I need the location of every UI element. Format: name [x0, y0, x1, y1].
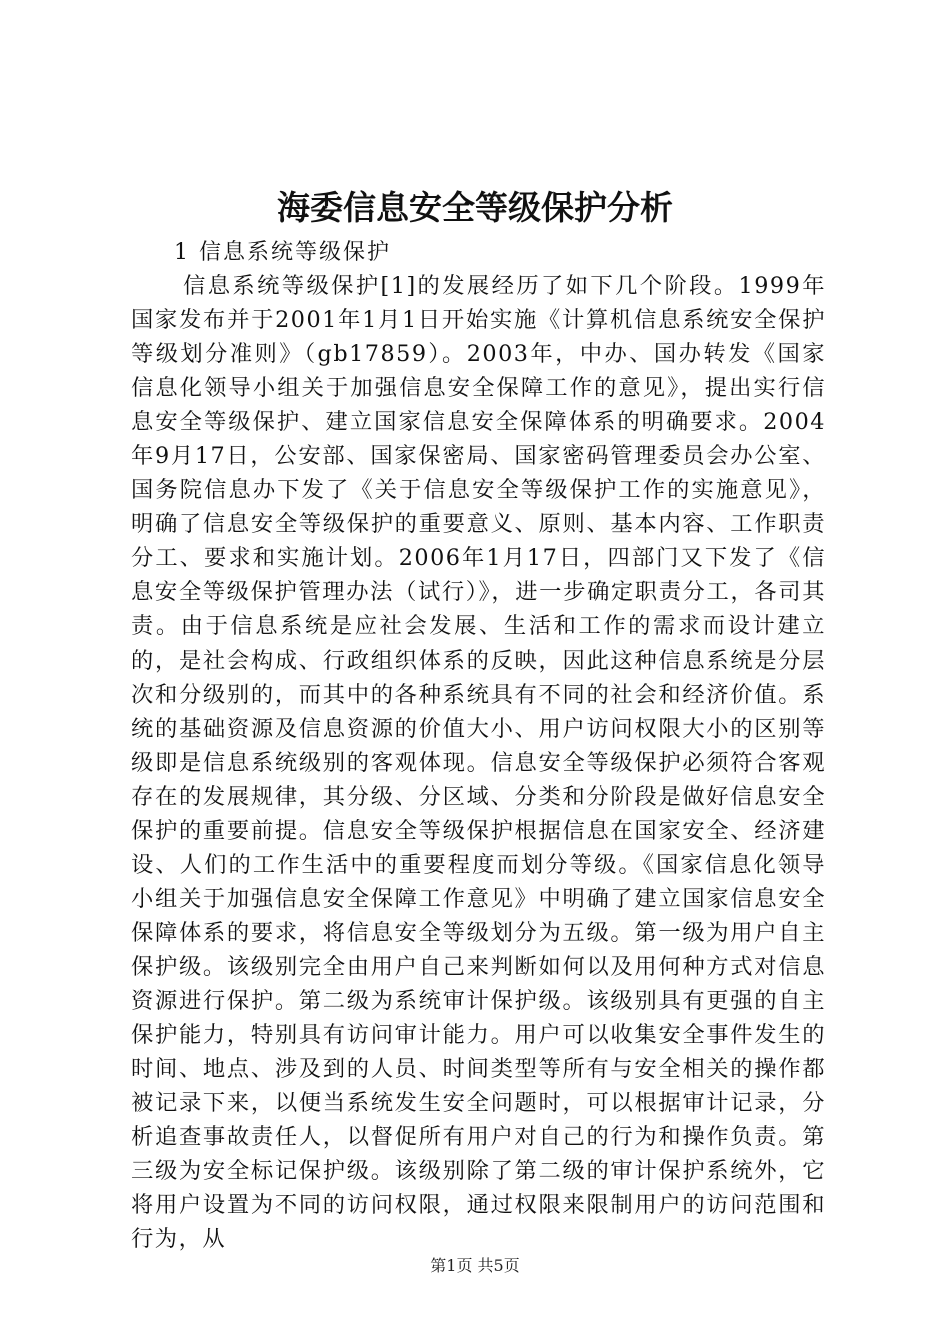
section-heading: 1 信息系统等级保护 [174, 240, 391, 265]
document-title: 海委信息安全等级保护分析 [277, 188, 673, 227]
page-number-footer: 第1页 共5页 [430, 1256, 520, 1275]
body-paragraph: 信息系统等级保护[1]的发展经历了如下几个阶段。1999年国家发布并于2001年1月1日开始实施《计算机信息系统安全保护等级划分准则》（gb17859）。2003年，中办、国办转发《国家信息化领导小组关于加强信息安全保障工作的意见》，提出实行信息安全等级保护、建立国家信息安全保障体系的明确要求。2004年9月17日，公安部、国家保密局、国家密码管理委员会办公室、国务院信息办下发了《关于信息安全等级保护工作的实施意见》，明确了信息安全等级保护的重要意义、原则、基本内容、工作职责分工、要求和实施计划。2006年1月17日，四部门又下发了《信息安全等级保护管理办法（试行）》，进一步确定职责分工，各司其责。由于信息系统是应社会发展、生活和工作的需求而设计建立的，是社会构成、行政组织体系的反映，因此这种信息系统是分层次和分级别的，而其中的各种系统具有不同的社会和经济价值。系统的基础资源及信息资源的价值大小、用户访问权限大小的区别等级即是信息系统级别的客观体现。信息安全等级保护必须符合客观存在的发展规律，其分级、分区域、分类和分阶段是做好信息安全保护的重要前提。信息安全等级保护根据信息在国家安全、经济建设、人们的工作生活中的重要程度而划分等级。《国家信息化领导小组关于加强信息安全保障工作意见》中明确了建立国家信息安全保障体系的要求，将信息安全等级划分为五级。第一级为用户自主保护级。该级别完全由用户自己来判断如何以及用何种方式对信息资源进行保护。第二级为系统审计保护级。该级别具有更强的自主保护能力，特别具有访问审计能力。用户可以收集安全事件发生的时间、地点、涉及到的人员、时间类型等所有与安全相关的操作都被记录下来，以便当系统发生安全问题时，可以根据审计记录，分析追查事故责任人，以督促所有用户对自己的行为和操作负责。第三级为安全标记保护级。该级别除了第二级的审计保护系统外，它将用户设置为不同的访问权限，通过权限来限制用户的访问范围和行为，从 [131, 273, 826, 1253]
